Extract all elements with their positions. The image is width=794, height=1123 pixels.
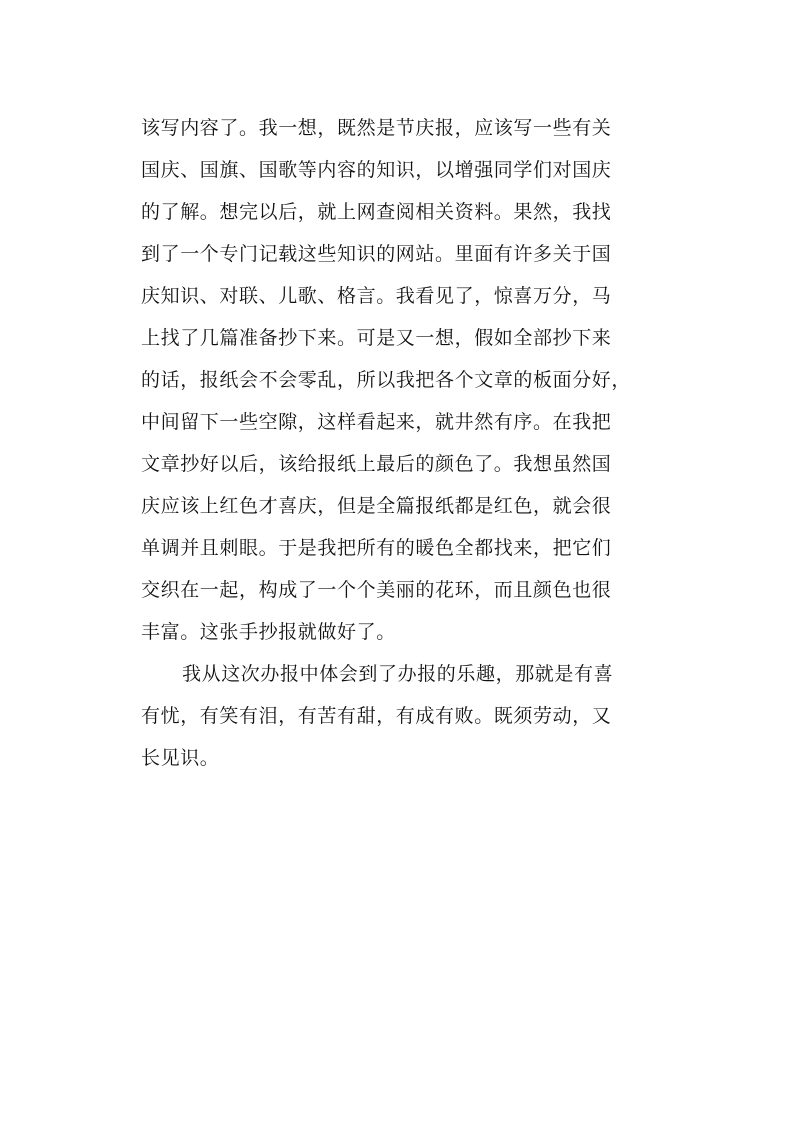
- text-line: 的话，报纸会不会零乱，所以我把各个文章的板面分好，: [141, 369, 632, 391]
- text-line: 庆知识、对联、儿歌、格言。我看见了，惊喜万分，马: [141, 285, 612, 307]
- text-line: 到了一个专门记载这些知识的网站。里面有许多关于国: [141, 243, 612, 265]
- text-line: 上找了几篇准备抄下来。可是又一想，假如全部抄下来: [141, 327, 612, 349]
- text-line: 国庆、国旗、国歌等内容的知识，以增强同学们对国庆: [141, 159, 612, 181]
- text-line: 的了解。想完以后，就上网查阅相关资料。果然，我找: [141, 201, 612, 223]
- text-line: 文章抄好以后，该给报纸上最后的颜色了。我想虽然国: [141, 453, 612, 475]
- text-line: 庆应该上红色才喜庆，但是全篇报纸都是红色，就会很: [141, 495, 612, 517]
- text-line: 长见识。: [141, 747, 220, 769]
- paragraph-first-line: 我从这次办报中体会到了办报的乐趣，那就是有喜: [182, 663, 614, 685]
- text-line: 有忧，有笑有泪，有苦有甜，有成有败。既须劳动，又: [141, 705, 612, 727]
- text-line: 该写内容了。我一想，既然是节庆报，应该写一些有关: [141, 117, 612, 139]
- text-line: 中间留下一些空隙，这样看起来，就井然有序。在我把: [141, 411, 612, 433]
- text-line: 单调并且刺眼。于是我把所有的暖色全都找来，把它们: [141, 537, 612, 559]
- text-line: 交织在一起，构成了一个个美丽的花环，而且颜色也很: [141, 579, 612, 601]
- text-line: 丰富。这张手抄报就做好了。: [141, 621, 396, 643]
